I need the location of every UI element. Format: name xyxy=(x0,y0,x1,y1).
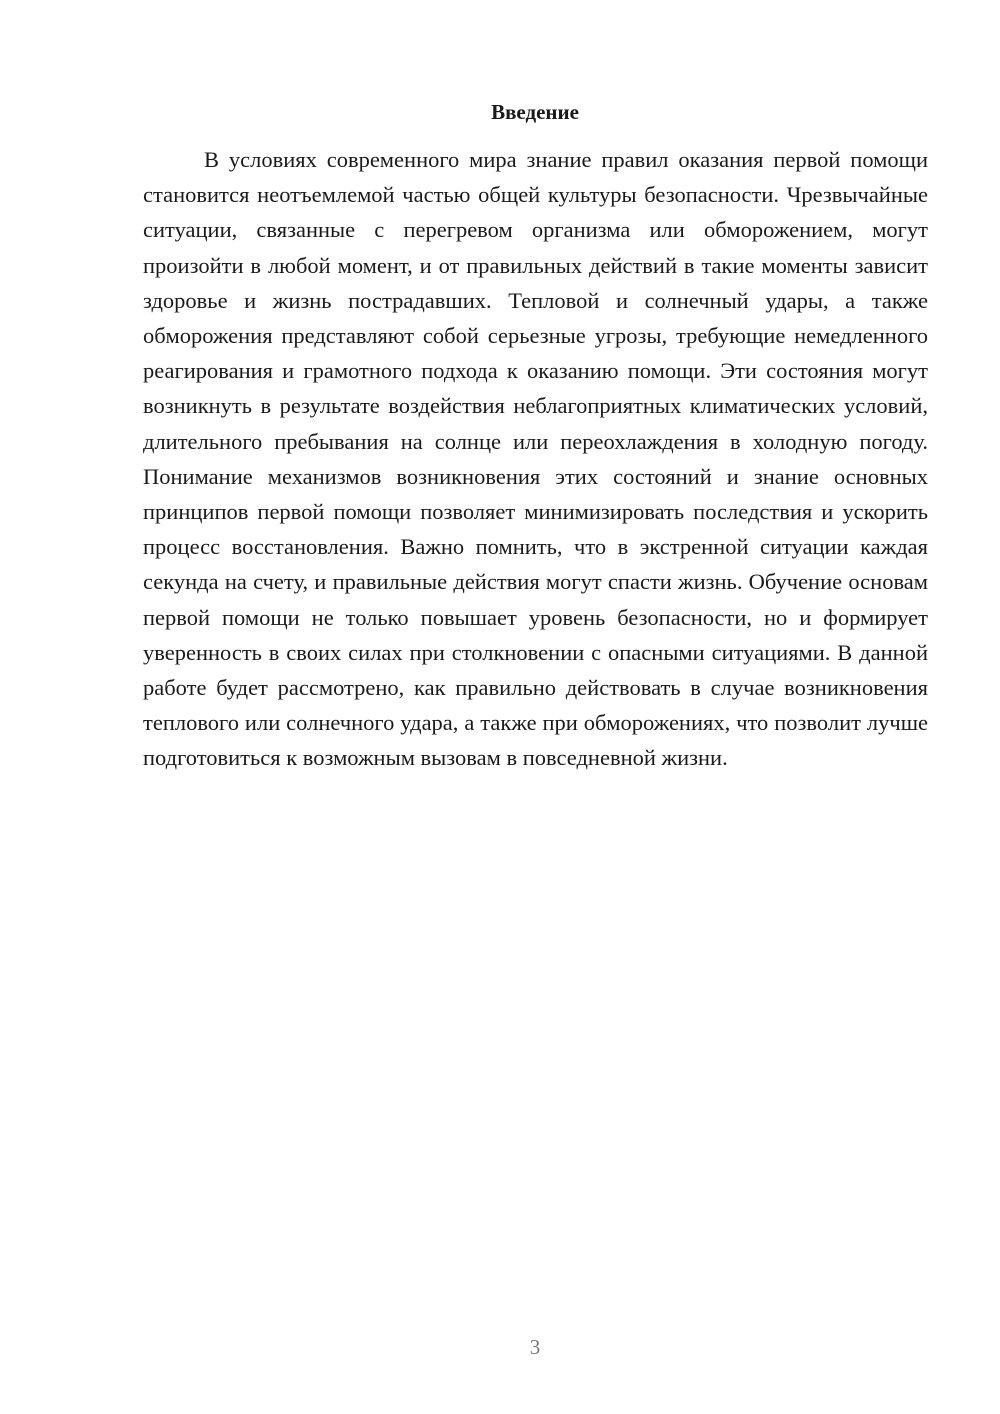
body-paragraph: В условиях современного мира знание правил оказания первой помощи становится неотъемлемой частью общей культуры безопасности. Чрезвычайные ситуации, связанные с перегревом организма или обморожением, могут произойти в любой момент, и от правильных действий в такие моменты зависит здоровье и жизнь пострадавших. Тепловой и солнечный удары, а также обморожения представляют собой серьезные угрозы, требующие немедленного реагирования и грамотного подхода к оказанию помощи. Эти состояния могут возникнуть в результате воздействия неблагоприятных климатических условий, длительного пребывания на солнце или переохлаждения в холодную погоду. Понимание механизмов возникновения этих состояний и знание основных принципов первой помощи позволяет минимизировать последствия и ускорить процесс восстановления. Важно помнить, что в экстренной ситуации каждая секунда на счету, и правильные действия могут спасти жизнь. Обучение основам первой помощи не только повышает уровень безопасности, но и формирует уверенность в своих силах при столкновении с опасными ситуациями. В данной работе будет рассмотрено, как правильно действовать в случае возникновения теплового или солнечного удара, а также при обморожениях, что позволит лучше подготовиться к возможным вызовам в повседневной жизни. xyxy=(143,147,928,771)
page-number: 3 xyxy=(529,1335,541,1359)
section-heading: Введение xyxy=(491,100,579,124)
